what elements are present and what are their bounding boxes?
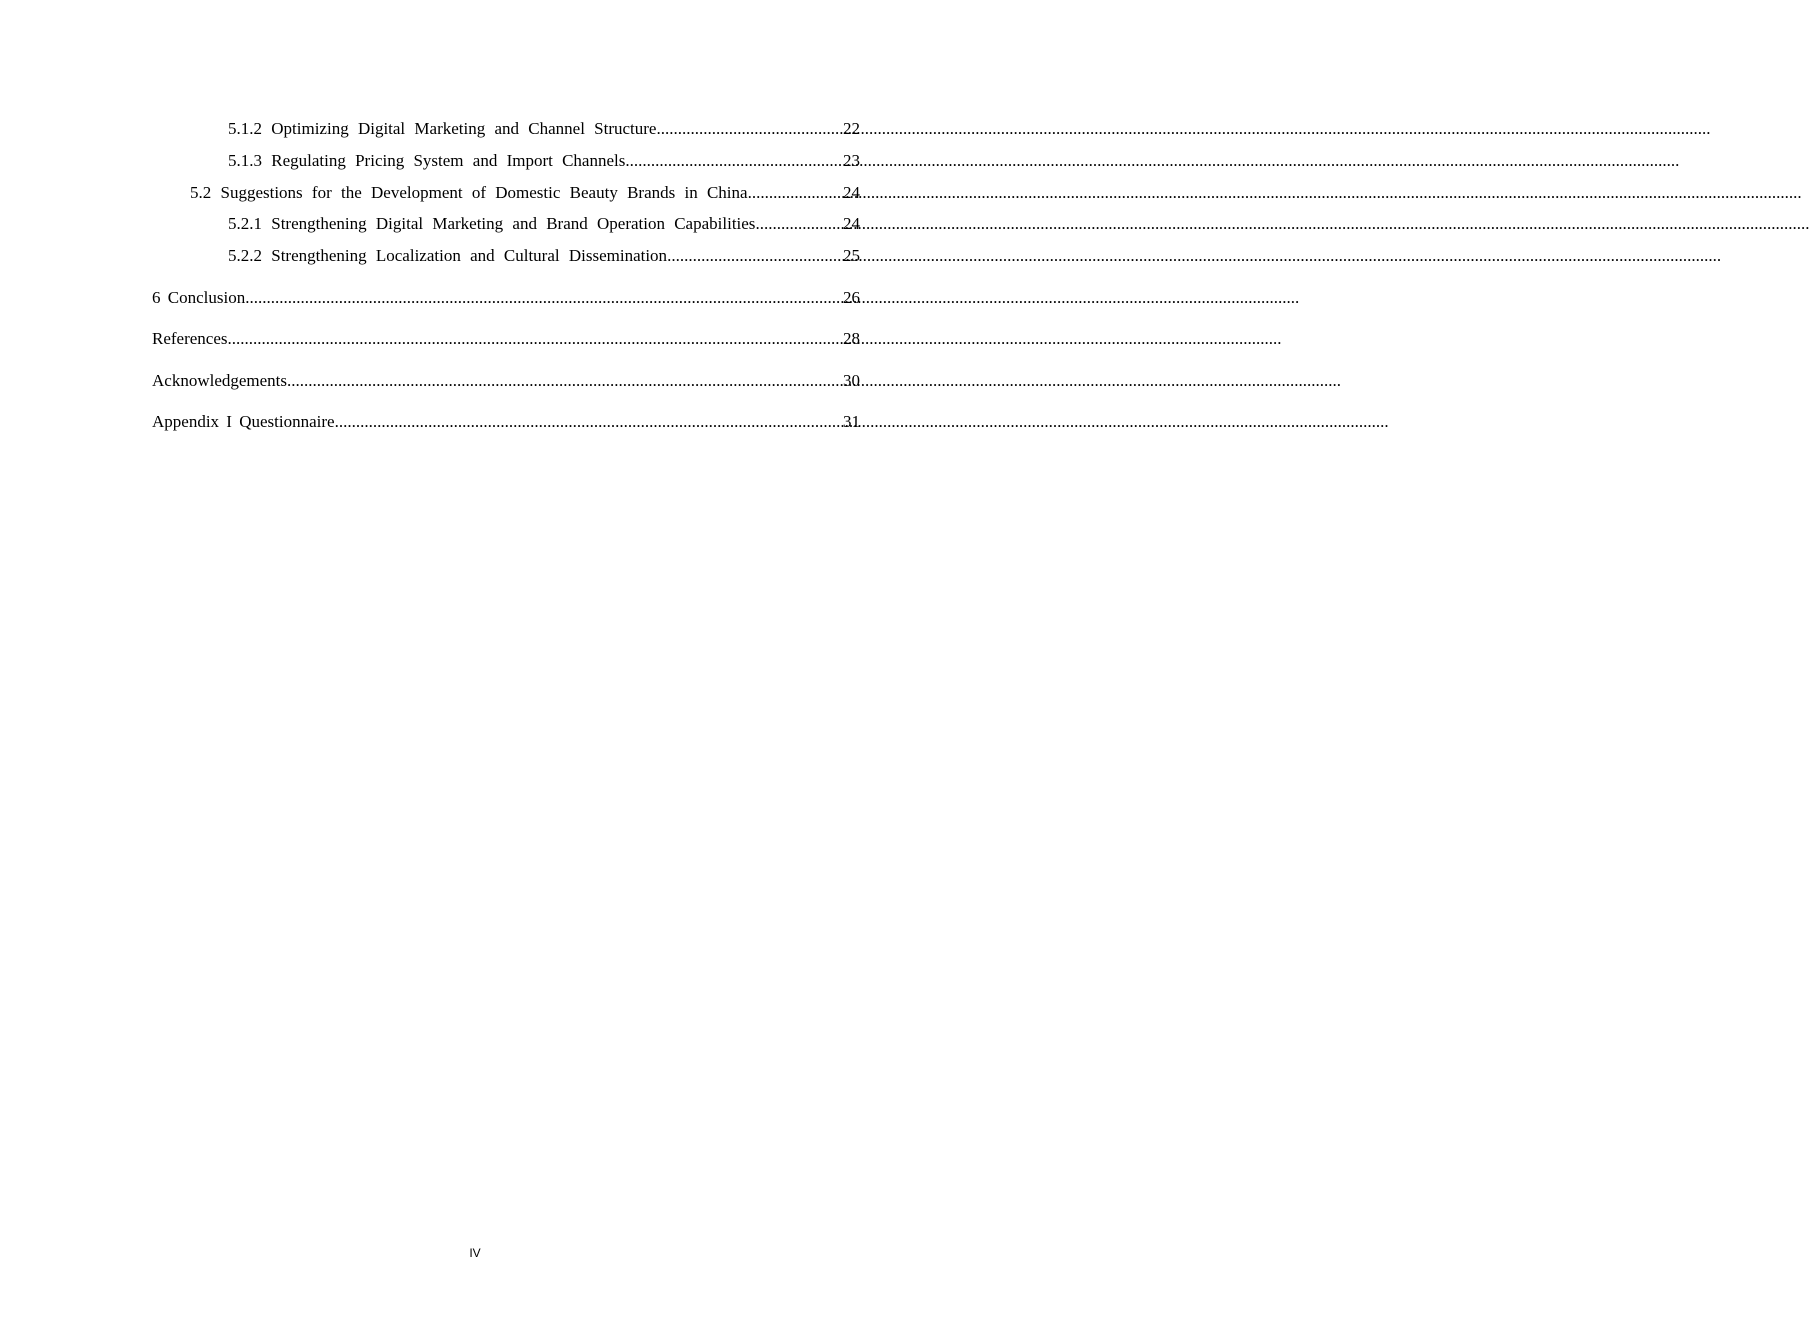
- toc-entry-5-2-2[interactable]: [228, 245, 860, 266]
- toc-entry-appendix-i[interactable]: [152, 411, 860, 432]
- toc-entry-title: 5.2.1 Strengthening Digital Marketing and Brand Operation Capabilities: [228, 214, 756, 233]
- toc-entry-5-1-3[interactable]: [228, 150, 860, 171]
- toc-entry-title: 5.2.2 Strengthening Localization and Cultural Dissemination: [228, 246, 668, 265]
- toc-entry-conclusion[interactable]: [152, 287, 860, 308]
- toc-entry-references[interactable]: [152, 328, 860, 349]
- toc-entry-page: 24: [843, 214, 860, 233]
- table-of-contents: [152, 118, 860, 432]
- toc-entry-5-2-1[interactable]: [228, 213, 860, 234]
- toc-entry-title: 5.2 Suggestions for the Development of Domestic Beauty Brands in China: [190, 183, 748, 202]
- toc-dot-leader: [228, 328, 842, 349]
- toc-entry-page: 24: [843, 183, 860, 202]
- toc-entry-title: 6 Conclusion: [152, 288, 246, 307]
- toc-entry-acknowledgements[interactable]: [152, 370, 860, 391]
- toc-dot-leader: [335, 411, 842, 432]
- toc-entry-page: 23: [843, 151, 860, 170]
- toc-entry-title: Acknowledgements: [152, 371, 288, 390]
- toc-entry-5-1-2[interactable]: [228, 118, 860, 139]
- toc-entry-page: 26: [843, 288, 860, 307]
- toc-entry-title: References: [152, 329, 228, 348]
- toc-dot-leader: [748, 182, 842, 203]
- toc-entry-page: 22: [843, 119, 860, 138]
- toc-entry-title: Appendix I Questionnaire: [152, 412, 335, 431]
- toc-entry-5-2[interactable]: [190, 182, 860, 203]
- toc-dot-leader: [287, 370, 842, 391]
- toc-entry-page: 28: [843, 329, 860, 348]
- toc-dot-leader: [245, 287, 842, 308]
- page-number-footer: IV: [469, 1246, 481, 1260]
- toc-dot-leader: [656, 118, 842, 139]
- toc-dot-leader: [625, 150, 842, 171]
- toc-dot-leader: [755, 213, 842, 234]
- toc-entry-page: 31: [843, 412, 860, 431]
- toc-entry-title: 5.1.2 Optimizing Digital Marketing and Channel Structure: [228, 119, 657, 138]
- toc-entry-page: 30: [843, 371, 860, 390]
- toc-entry-title: 5.1.3 Regulating Pricing System and Import Channels: [228, 151, 626, 170]
- toc-dot-leader: [667, 245, 842, 266]
- toc-entry-page: 25: [843, 246, 860, 265]
